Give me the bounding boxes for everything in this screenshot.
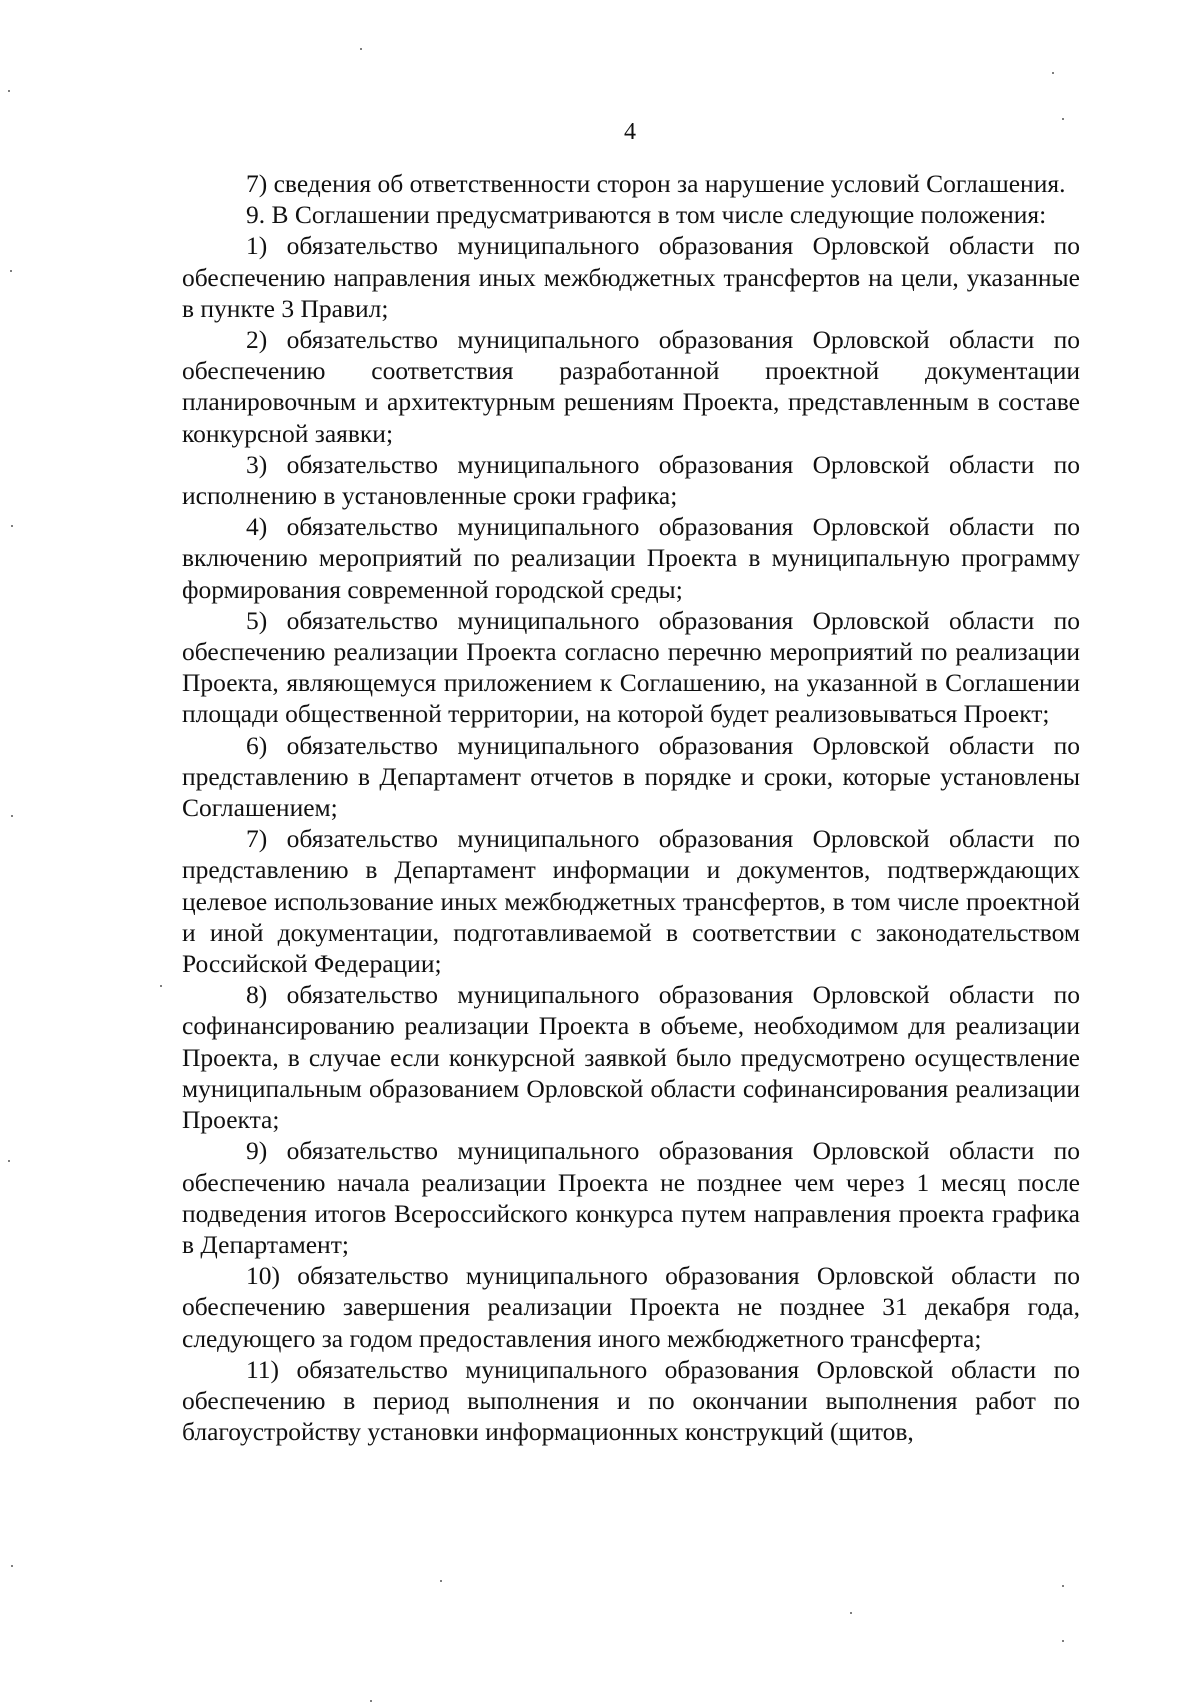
- scan-speck: [11, 525, 13, 527]
- scan-speck: [370, 1700, 372, 1702]
- paragraph-item-8: 8) обязательство муниципального образования Орловской области по софинансированию реализации Проекта в объеме, необходимом для реализации Проекта, в случае если конкурсной заявкой было предусмотрено осуществление муниципальным образованием Орловской области софинансирования реализации Проекта;: [182, 980, 1080, 1135]
- paragraph-liability: 7) сведения об ответственности сторон за нарушение условий Соглашения.: [246, 169, 1066, 198]
- paragraph-item-3: 3) обязательство муниципального образования Орловской области по исполнению в установленные сроки графика;: [182, 449, 1080, 511]
- scan-speck: [1062, 1640, 1064, 1642]
- paragraph-item-1: 1) обязательство муниципального образования Орловской области по обеспечению направления иных межбюджетных трансфертов на цели, указанные в пункте 3 Правил;: [182, 231, 1080, 323]
- paragraph-item-10: 10) обязательство муниципального образования Орловской области по обеспечению завершения реализации Проекта не позднее 31 декабря года, следующего за годом предоставления иного межбюджетного трансферта;: [182, 1261, 1080, 1353]
- scan-speck: [1062, 118, 1064, 120]
- scan-speck: [10, 270, 12, 272]
- paragraph-item-5: 5) обязательство муниципального образования Орловской области по обеспечению реализации Проекта согласно перечню мероприятий по реализации Проекта, являющемуся приложением к Соглашению, на указанной в Соглашении площади общественной территории, на которой будет реализовываться Проект;: [182, 605, 1080, 729]
- paragraph-item-11: 11) обязательство муниципального образования Орловской области по обеспечению в период выполнения и по окончании выполнения работ по благоустройству установки информационных конструкций (щитов,: [182, 1354, 1080, 1447]
- scan-speck: [1062, 1585, 1064, 1587]
- scan-speck: [8, 90, 10, 92]
- paragraph-item-7: 7) обязательство муниципального образования Орловской области по представлению в Департамент информации и документов, подтверждающих целевое использование иных межбюджетных трансфертов, в том числе проектной и иной документации, подготавливаемой в соответствии с законодательством Российской Федерации;: [182, 824, 1080, 979]
- paragraph-section-9: 9. В Соглашении предусматриваются в том числе следующие положения:: [246, 200, 1047, 230]
- scan-speck: [11, 1565, 13, 1567]
- scan-speck: [11, 815, 13, 817]
- paragraph-item-6: 6) обязательство муниципального образования Орловской области по представлению в Департамент отчетов в порядке и сроки, которые установлены Соглашением;: [182, 730, 1080, 823]
- scan-speck: [360, 48, 362, 50]
- scan-speck: [1052, 72, 1054, 74]
- scan-speck: [850, 1612, 852, 1614]
- paragraph-item-2: 2) обязательство муниципального образования Орловской области по обеспечению соответствия разработанной проектной документации планировочным и архитектурным решениям Проекта, представленным в составе конкурсной заявки;: [182, 325, 1080, 448]
- paragraph-item-9: 9) обязательство муниципального образования Орловской области по обеспечению начала реализации Проекта не позднее чем через 1 месяц после подведения итогов Всероссийского конкурса путем направления проекта графика в Департамент;: [182, 1136, 1080, 1259]
- scan-speck: [160, 985, 162, 987]
- document-body: [182, 168, 1080, 1447]
- scan-speck: [440, 1580, 442, 1582]
- page-number: 4: [624, 119, 636, 145]
- scan-speck: [8, 1160, 10, 1162]
- paragraph-item-4: 4) обязательство муниципального образования Орловской области по включению мероприятий по реализации Проекта в муниципальную программу формирования современной городской среды;: [182, 512, 1080, 604]
